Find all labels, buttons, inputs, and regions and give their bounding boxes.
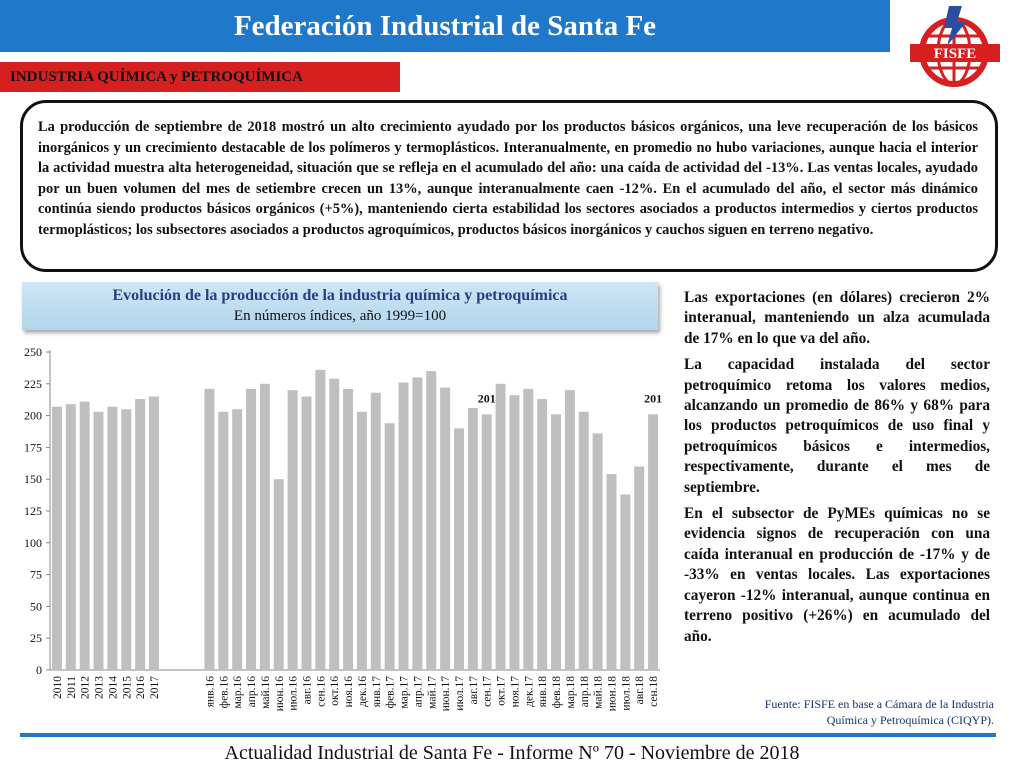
y-tick-label: 0 [36,663,42,677]
bar [121,409,131,670]
x-tick-label: 2010 [51,676,64,699]
x-tick-label: ноя.16 [343,676,356,708]
bar [329,379,339,670]
bar [107,407,117,670]
x-tick-label: июл.16 [287,676,300,711]
pymes-paragraph: En el subsector de PyMEs químicas no se evidencia signos de recuperación con una caída interanual en producción de -17% y de -33% en ventas locales. Las exportaciones cayeron -12% interanual, aunque continua en terreno positivo (+26%) en acumulado del año. [684,505,990,645]
bar [288,390,298,670]
x-tick-label: авг.16 [301,676,314,705]
bar [565,390,575,670]
x-tick-label: июн.16 [273,676,286,712]
bar [80,402,90,670]
bar [232,409,242,670]
bar [551,414,561,670]
logo-text: FISFE [933,46,977,62]
y-tick-label: 175 [24,440,42,455]
x-tick-label: дек.17 [523,676,536,707]
x-tick-label: окт.16 [329,676,342,706]
x-tick-label: 2011 [65,676,78,699]
footer: Actualidad Industrial de Santa Fe - Informe Nº 70 - Noviembre de 2018 [224,742,800,764]
bar [426,371,436,670]
x-tick-label: май.17 [426,676,439,709]
bar [412,377,422,670]
x-tick-label: сен.16 [315,676,328,707]
summary-text: La producción de septiembre de 2018 mostró un alto crecimiento ayudado por los productos básicos orgánicos, una leve recuperación de los básicos inorgánicos y un crecimiento destacable de los polímeros y termoplásticos. Interanualmente, en promedio no hubo variaciones, aunque hacia el interior la actividad muestra alta heterogeneidad, situación que se refleja en el acumulado del año: una caída de actividad del -13%. Las ventas locales, ayudado por un buen volumen del mes de setiembre crecen un 13%, aunque interanualmente caen -12%. En el acumulado del año, el sector más dinámico continúa siendo productos básicos orgánicos (+5%), manteniendo cierta estabilidad los sectores asociados a productos intermedios y ciertos productos termoplásticos; los subsectores asociados a productos agroquímicos, productos básicos inorgánicos y cauchos siguen en terreno negativo. [38,119,978,238]
x-tick-label: 2016 [135,676,148,699]
bar [606,474,616,670]
x-tick-label: апр.16 [246,676,259,708]
x-tick-label: ноя.17 [509,676,522,708]
y-tick-label: 50 [30,599,42,614]
y-tick-label: 225 [24,376,42,391]
x-tick-label: дек.16 [356,676,369,707]
bar [204,389,214,670]
x-tick-label: апр.18 [578,676,591,708]
x-tick-label: янв.18 [537,676,550,708]
x-tick-label: сен.18 [648,676,661,707]
source-note [700,696,994,728]
bar [440,388,450,670]
bar [399,383,409,670]
x-tick-label: фев.16 [218,676,231,709]
bar [357,412,367,670]
bar [648,414,658,670]
x-tick-label: мар.17 [398,676,411,709]
bar [454,428,464,670]
bar [496,384,506,670]
x-tick-label: фев.18 [551,676,564,709]
x-tick-label: фев.17 [384,676,397,709]
x-tick-label: окт.17 [495,676,508,706]
data-label: 201 [644,391,663,406]
bar [52,407,62,670]
bar [260,384,270,670]
data-label: 201 [477,391,496,406]
source-line-1: Fuente: FISFE en base a Cámara de la Industria [764,697,994,711]
production-chart [0,332,672,722]
x-tick-label: июн.17 [440,676,453,712]
bar [509,395,519,670]
bar [301,397,311,670]
source-line-2: Química y Petroquímica (CIQYP). [826,713,994,727]
page-title: Federación Industrial de Santa Fe [233,10,657,42]
bar [579,412,589,670]
x-tick-label: янв.17 [370,676,383,708]
side-text [684,288,990,653]
x-tick-label: мар.18 [564,676,577,709]
x-tick-label: май.18 [592,676,605,709]
y-tick-label: 25 [30,631,42,646]
bar [371,393,381,670]
bar [523,389,533,670]
x-tick-label: июл.17 [453,676,466,711]
bar [149,397,159,670]
section-label: INDUSTRIA QUÍMICA y PETROQUÍMICA [10,69,303,85]
x-tick-label: мар.16 [232,676,245,709]
x-tick-label: сен.17 [481,676,494,707]
bar [593,433,603,670]
chart-subtitle: En números índices, año 1999=100 [233,308,447,324]
bar [385,423,395,670]
x-tick-label: 2013 [93,676,106,699]
x-tick-label: 2014 [107,676,120,699]
bar [315,370,325,670]
x-tick-label: июл.18 [620,676,633,711]
y-tick-label: 200 [24,408,42,423]
bar [620,494,630,670]
bar [482,414,492,670]
bar [537,399,547,670]
x-tick-label: янв.16 [204,676,217,708]
y-tick-label: 75 [30,567,42,582]
y-tick-label: 125 [24,504,42,518]
x-tick-label: 2015 [121,676,134,699]
x-tick-label: 2012 [79,676,92,699]
x-tick-label: апр.17 [412,676,425,708]
bar [274,479,284,670]
chart-title: Evolución de la producción de la industria química y petroquímica [112,287,568,304]
bar [246,389,256,670]
x-tick-label: авг.17 [467,676,480,705]
bar [94,412,104,670]
x-tick-label: 2017 [148,676,161,699]
bottom-bar [20,733,996,737]
x-tick-label: май.16 [259,676,272,709]
bar [66,404,76,670]
bar [218,412,228,670]
fisfe-logo [902,2,1014,90]
x-tick-label: авг.18 [634,676,647,705]
bar [468,408,478,670]
x-tick-label: июн.18 [606,676,619,712]
y-tick-label: 250 [24,345,42,359]
capacity-paragraph: La capacidad instalada del sector petroquímico retoma los valores medios, alcanzando un promedio de 86% y 68% para los productos petroquímicos de uso final y petroquímicos básicos e intermedios, respectivamente, durante el mes de septiembre. [684,356,990,496]
y-tick-label: 150 [24,472,42,487]
y-tick-label: 100 [24,535,42,550]
bar [135,399,145,670]
exports-paragraph: Las exportaciones (en dólares) crecieron 2% interanual, manteniendo un alza acumulada de 17% en lo que va del año. [684,289,990,347]
bar [343,389,353,670]
bar [634,466,644,670]
